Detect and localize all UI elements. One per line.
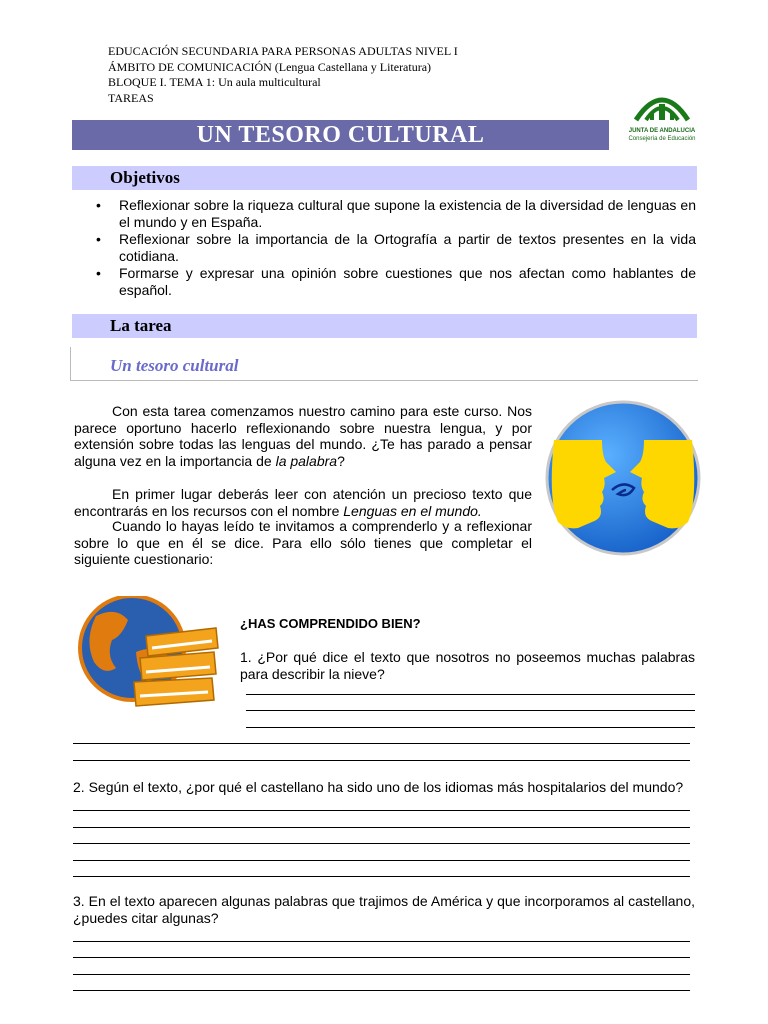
answer-line[interactable] <box>246 694 695 695</box>
objectives-list <box>96 197 696 299</box>
arch-emblem-icon <box>632 86 692 122</box>
two-faces-illustration <box>544 400 702 556</box>
instructions-paragraph: Cuando lo hayas leído te invitamos a comprenderlo y a reflexionar sobre lo que en él se dice. Para ello sólo tienes que completar el siguiente cuestionario: <box>74 518 532 567</box>
page-title: UN TESORO CULTURAL <box>72 120 609 150</box>
objective-item: • Reflexionar sobre la riqueza cultural que supone la existencia de la diversidad de lenguas en el mundo y en España. <box>96 197 696 230</box>
objective-item: • Formarse y expresar una opinión sobre cuestiones que nos afectan como hablantes de español. <box>96 265 696 298</box>
question-3: 3. En el texto aparecen algunas palabras que trajimos de América y que incorporamos al castellano, ¿puedes citar algunas? <box>73 893 695 926</box>
globe-books-illustration <box>76 596 222 722</box>
answer-line[interactable] <box>246 710 695 711</box>
answer-line[interactable] <box>246 727 695 728</box>
header-line-section: TAREAS <box>108 90 154 105</box>
header-line-block: BLOQUE I. TEMA 1: Un aula multicultural <box>108 75 321 89</box>
header-line-level: EDUCACIÓN SECUNDARIA PARA PERSONAS ADULTAS NIVEL I <box>108 44 458 58</box>
question-2: 2. Según el texto, ¿por qué el castellano ha sido uno de los idiomas más hospitalarios del mundo? <box>73 779 684 795</box>
quiz-heading: ¿HAS COMPRENDIDO BIEN? <box>240 616 421 631</box>
answer-line[interactable] <box>73 827 690 828</box>
answer-line[interactable] <box>73 743 690 744</box>
task-heading-bar <box>72 314 697 338</box>
task-heading: La tarea <box>110 316 172 335</box>
objective-item: • Reflexionar sobre la importancia de la Ortografía a partir de textos presentes en la vida cotidiana. <box>96 231 696 264</box>
answer-line[interactable] <box>73 876 690 877</box>
answer-line[interactable] <box>73 843 690 844</box>
reading-paragraph: En primer lugar deberás leer con atención un precioso texto que encontrarás en los recursos con el nombre Lenguas en el mundo. <box>74 486 532 519</box>
answer-line[interactable] <box>73 860 690 861</box>
objectives-heading: Objetivos <box>110 168 180 187</box>
intro-paragraph: Con esta tarea comenzamos nuestro camino para este curso. Nos parece oportuno hacerlo reflexionando sobre nuestra lengua, y por extensión sobre todas las lenguas del mundo. ¿Te has parado a pensar alguna vez en la importancia de la palabra? <box>74 403 532 469</box>
answer-line[interactable] <box>73 760 690 761</box>
objectives-heading-bar <box>72 166 697 190</box>
question-1: 1. ¿Por qué dice el texto que nosotros no poseemos muchas palabras para describir la nieve? <box>240 649 695 682</box>
answer-line[interactable] <box>73 941 690 942</box>
answer-line[interactable] <box>73 990 690 991</box>
junta-andalucia-logo <box>624 86 700 146</box>
header-line-ambit: ÁMBITO DE COMUNICACIÓN (Lengua Castellana y Literatura) <box>108 59 432 74</box>
answer-line[interactable] <box>73 810 690 811</box>
logo-name: JUNTA DE ANDALUCIA <box>628 128 696 134</box>
answer-line[interactable] <box>73 974 690 975</box>
answer-line[interactable] <box>73 957 690 958</box>
task-subtitle: Un tesoro cultural <box>110 356 239 375</box>
logo-department: Consejería de Educación <box>628 136 696 142</box>
document-header <box>108 44 458 106</box>
